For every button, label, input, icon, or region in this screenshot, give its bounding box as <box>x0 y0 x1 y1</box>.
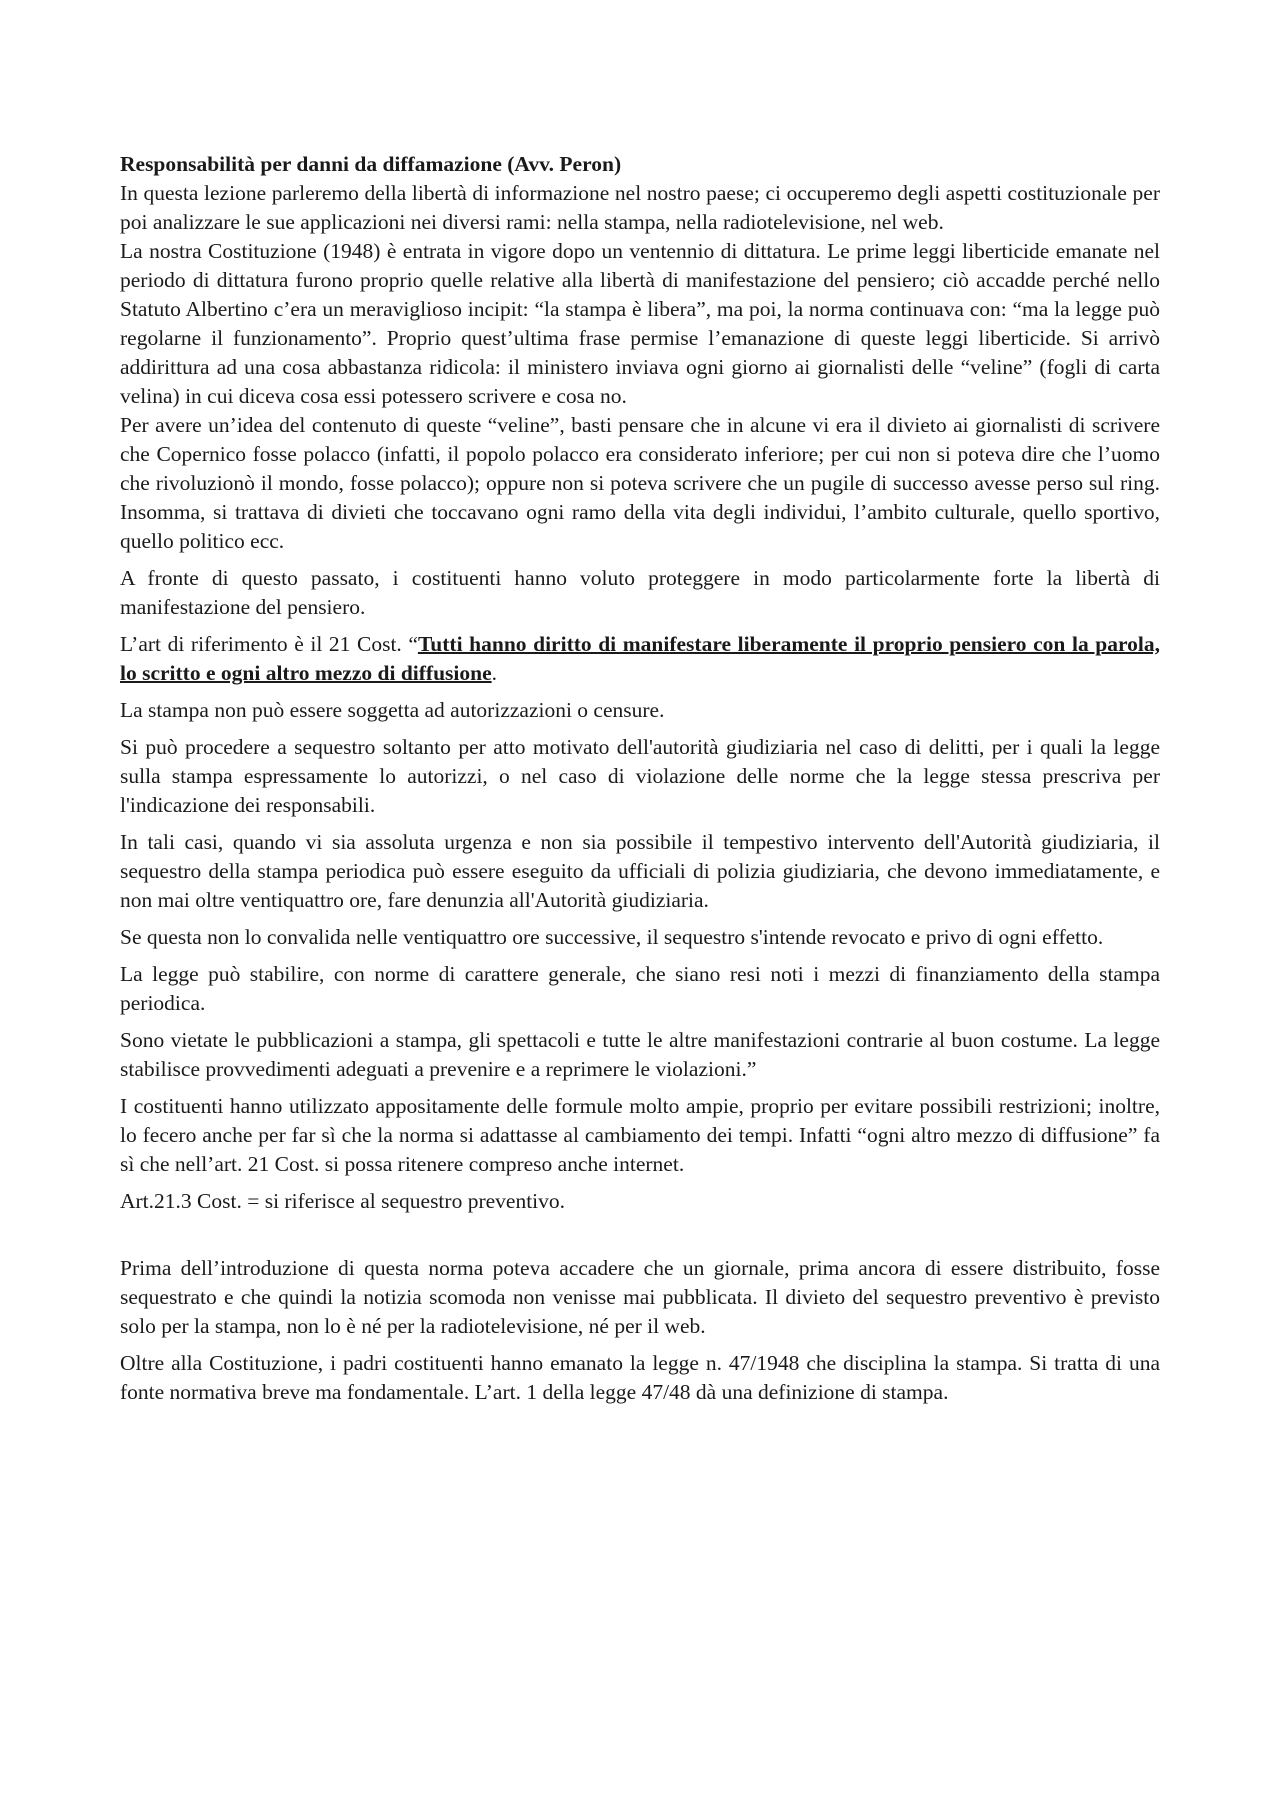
paragraph-financing: La legge può stabilire, con norme di carattere generale, che siano resi noti i mezzi di finanziamento della stampa periodica. <box>120 962 1160 1015</box>
paragraph-history: La nostra Costituzione (1948) è entrata in vigore dopo un ventennio di dittatura. Le prime leggi liberticide emanate nel periodo di dittatura furono proprio quelle relative alla libertà di manifestazione del pensiero; ciò accadde perché nello Statuto Albertino c’era un meraviglioso incipit: “la stampa è libera”, ma poi, la norma continuava con: “ma la legge può regolarne il funzionamento”. Proprio quest’ultima frase permise l’emanazione di queste leggi liberticide. Si arrivò addirittura ad una cosa abbastanza ridicola: il ministero inviava ogni giorno ai giornalisti delle “veline” (fogli di carta velina) in cui diceva cosa essi potessero scrivere e cosa no. <box>120 239 1160 408</box>
paragraph-morality: Sono vietate le pubblicazioni a stampa, gli spettacoli e tutte le altre manifestazioni contrarie al buon costume. La legge stabilisce provvedimenti adeguati a prevenire e a reprimere le violazioni.” <box>120 1028 1160 1081</box>
paragraph-constituents: A fronte di questo passato, i costituenti hanno voluto proteggere in modo particolarmente forte la libertà di manifestazione del pensiero. <box>120 566 1160 619</box>
art21-key-phrase: Tutti hanno diritto di manifestare liberamente il proprio pensiero con la parola, lo scritto e ogni altro mezzo di diffusione <box>120 632 1161 685</box>
document-title: Responsabilità per danni da diffamazione (Avv. Peron) <box>120 152 622 176</box>
paragraph-veline: Per avere un’idea del contenuto di queste “veline”, basti pensare che in alcune vi era il divieto ai giornalisti di scrivere che Copernico fosse polacco (infatti, il popolo polacco era considerato inferiore; per cui non si poteva dire che l’uomo che rivoluzionò il mondo, fosse polacco); oppure non si poteva scrivere che un pugile di successo avesse perso sul ring. Insomma, si trattava di divieti che toccavano ogni ramo della vita degli individui, l’ambito culturale, quello sportivo, quello politico ecc. <box>120 413 1160 553</box>
paragraph-seizure: Si può procedere a sequestro soltanto per atto motivato dell'autorità giudiziaria nel caso di delitti, per i quali la legge sulla stampa espressamente lo autorizzi, o nel caso di violazione delle norme che la legge stessa prescriva per l'indicazione dei responsabili. <box>120 735 1160 817</box>
paragraph-law-47-1948: Oltre alla Costituzione, i padri costituenti hanno emanato la legge n. 47/1948 che disciplina la stampa. Si tratta di una fonte normativa breve ma fondamentale. L’art. 1 della legge 47/48 dà una definizione di stampa. <box>120 1351 1160 1404</box>
art21-prefix: L’art di riferimento è il 21 Cost. “ <box>120 632 418 656</box>
paragraph-art21-quote <box>120 630 1160 688</box>
art21-suffix: . <box>491 661 497 685</box>
paragraph-intro: In questa lezione parleremo della libertà di informazione nel nostro paese; ci occuperemo degli aspetti costituzionale per poi analizzare le sue applicazioni nei diversi rami: nella stampa, nella radiotelevisione, nel web. <box>120 181 1160 234</box>
paragraph-urgency: In tali casi, quando vi sia assoluta urgenza e non sia possibile il tempestivo intervento dell'Autorità giudiziaria, il sequestro della stampa periodica può essere eseguito da ufficiali di polizia giudiziaria, che devono immediatamente, e non mai oltre ventiquattro ore, fare denunzia all'Autorità giudiziaria. <box>120 830 1160 912</box>
intro-block <box>120 179 1160 556</box>
document-page <box>120 150 1160 1407</box>
paragraph-validation: Se questa non lo convalida nelle ventiquattro ore successive, il sequestro s'intende revocato e privo di ogni effetto. <box>120 925 1104 949</box>
paragraph-broad-formulas: I costituenti hanno utilizzato appositamente delle formule molto ampie, proprio per evitare possibili restrizioni; inoltre, lo fecero anche per far sì che la norma si adattasse al cambiamento dei tempi. Infatti “ogni altro mezzo di diffusione” fa sì che nell’art. 21 Cost. si possa ritenere compreso anche internet. <box>120 1094 1160 1176</box>
paragraph-no-censorship: La stampa non può essere soggetta ad autorizzazioni o censure. <box>120 698 665 722</box>
paragraph-art21-3: Art.21.3 Cost. = si riferisce al sequestro preventivo. <box>120 1189 566 1213</box>
paragraph-preventive-seizure: Prima dell’introduzione di questa norma poteva accadere che un giornale, prima ancora di essere distribuito, fosse sequestrato e che quindi la notizia scomoda non venisse mai pubblicata. Il divieto del sequestro preventivo è previsto solo per la stampa, non lo è né per la radiotelevisione, né per il web. <box>120 1256 1160 1338</box>
